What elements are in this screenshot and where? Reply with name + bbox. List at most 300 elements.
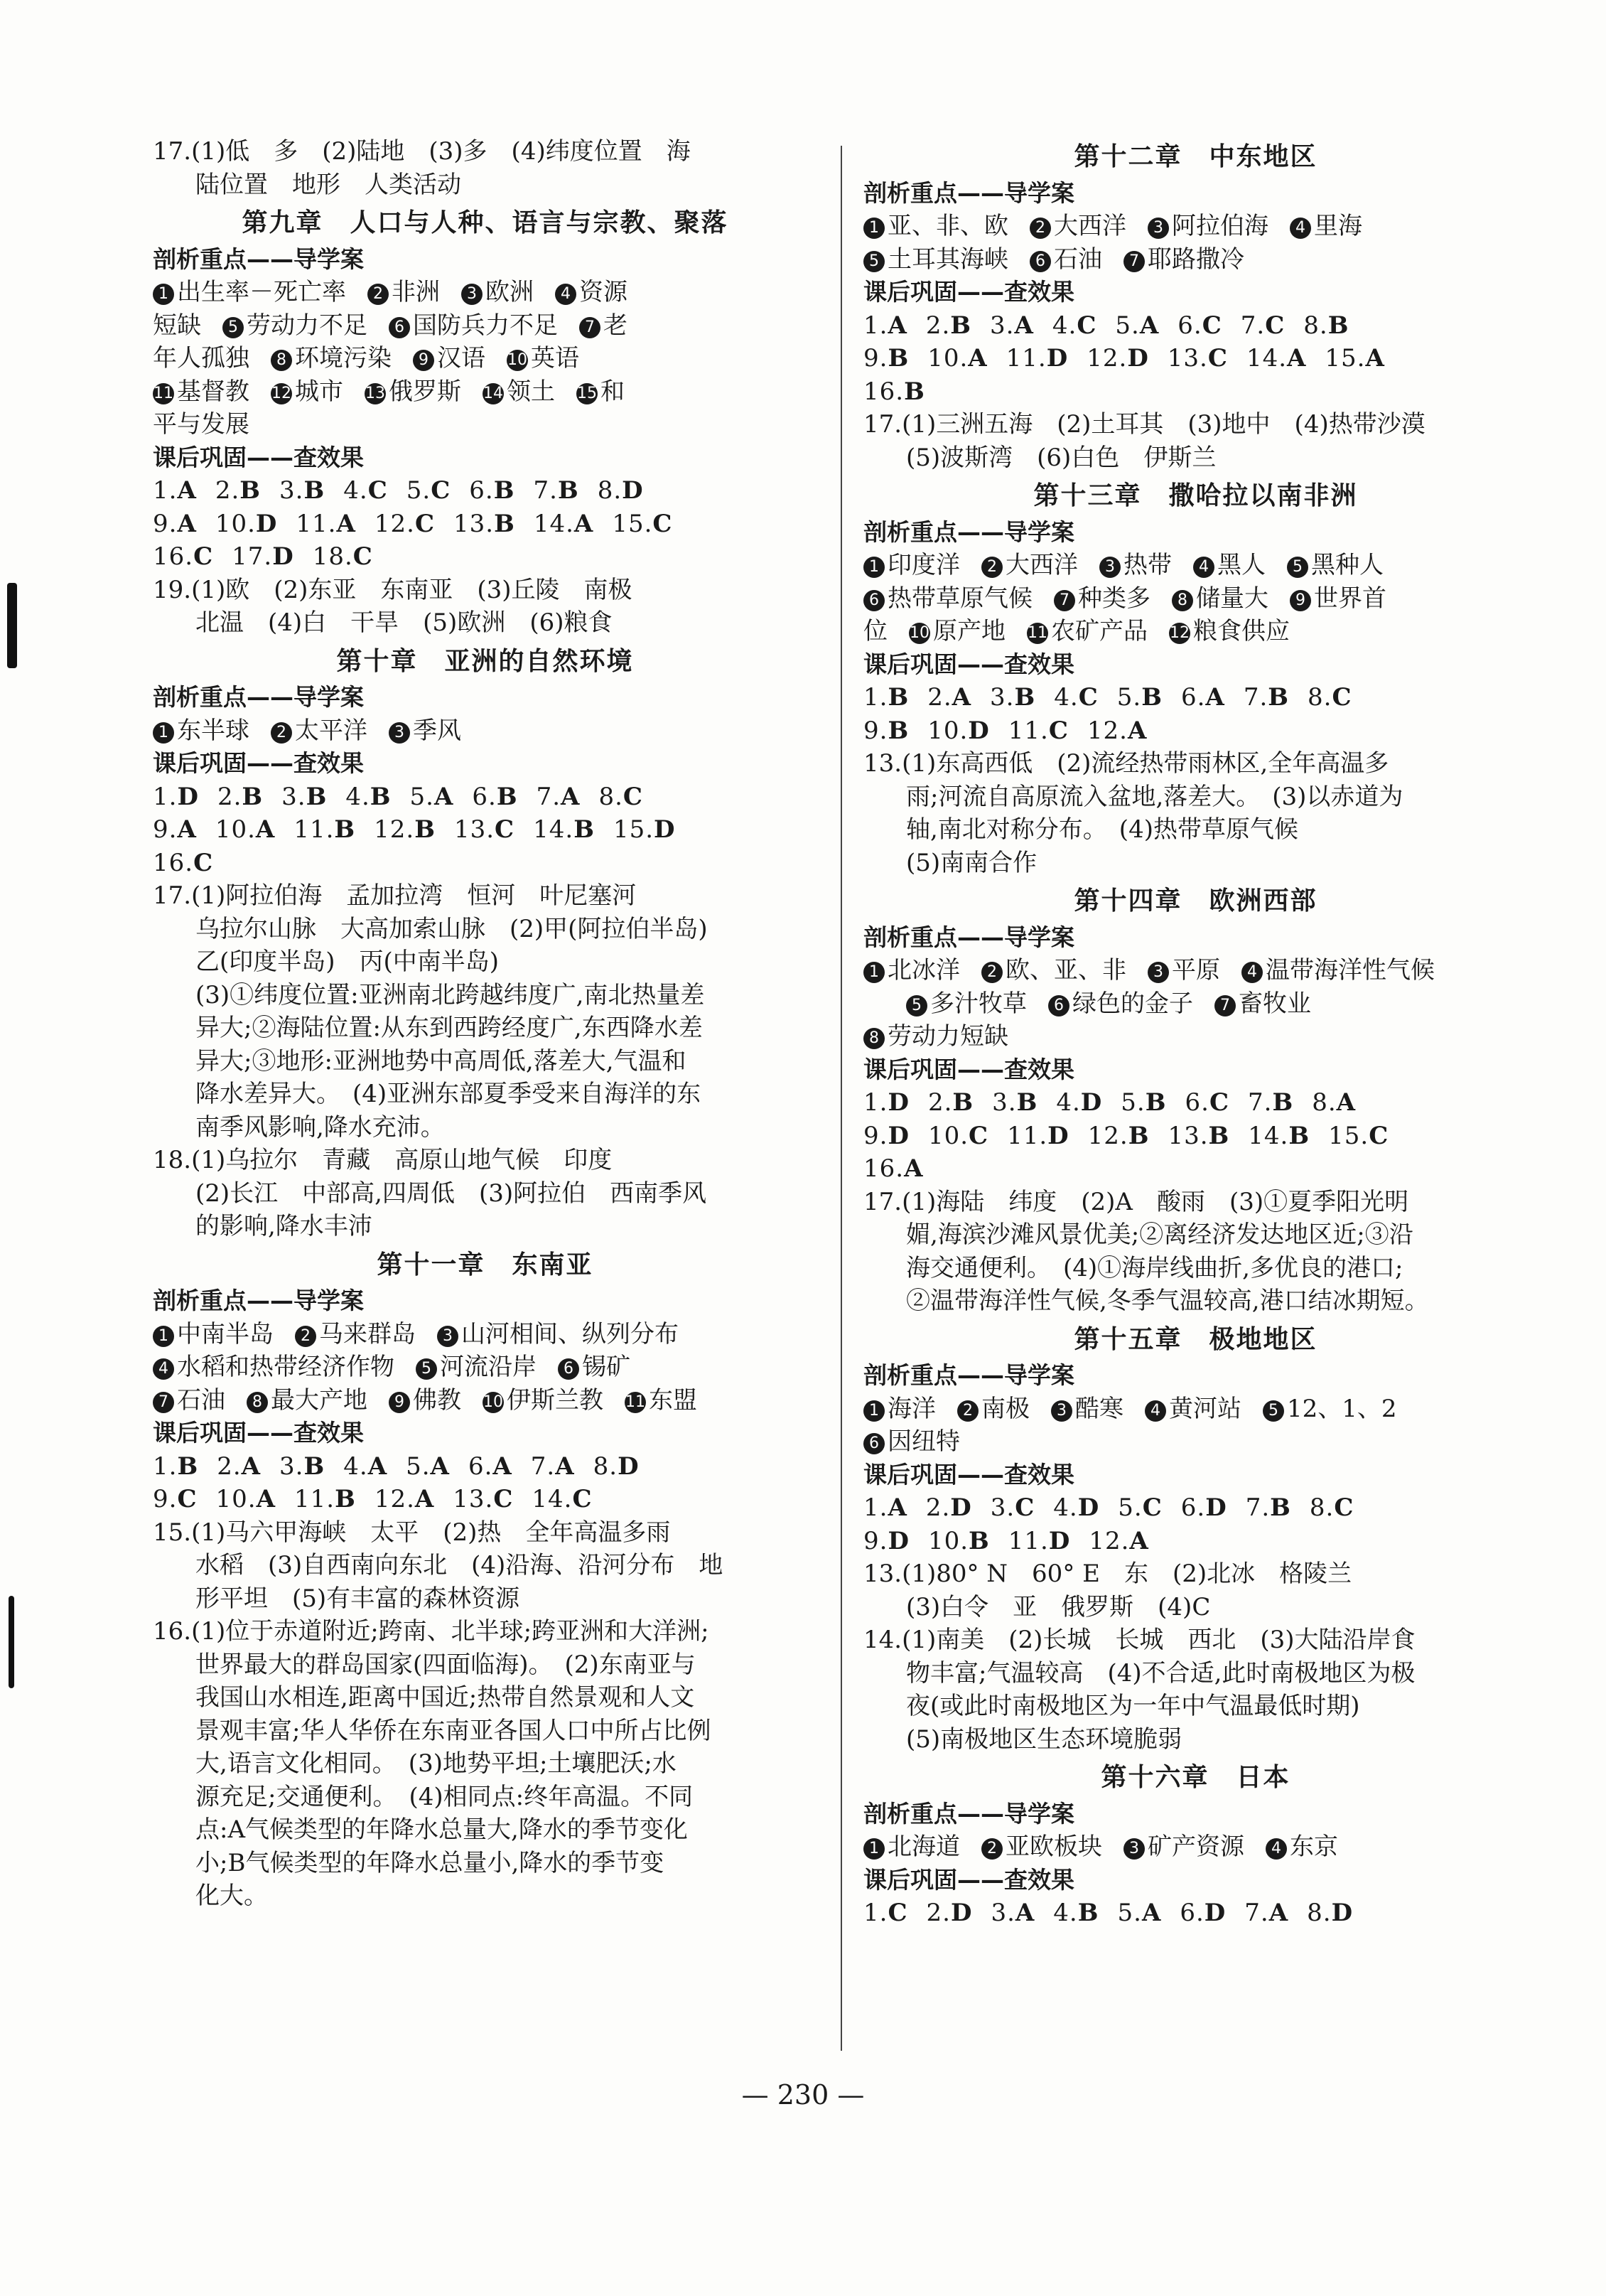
answer-item: [343, 474, 388, 508]
answer-letter: D: [1331, 1899, 1354, 1927]
key-point-text: 英语: [531, 344, 579, 372]
circled-number-icon: 1: [863, 557, 885, 578]
answer-item: [406, 1450, 450, 1484]
question-number: 2.: [925, 1493, 951, 1522]
answer-letter: A: [430, 1452, 450, 1481]
page-number: — 230 —: [741, 2079, 865, 2110]
question-number: 12.: [1087, 716, 1128, 745]
key-point-text: 年人孤独: [153, 344, 249, 372]
answer-letter: B: [1014, 683, 1036, 712]
answer-item: [374, 813, 436, 847]
circled-number-icon: 11: [1027, 623, 1048, 644]
circled-number-icon: 4: [555, 284, 576, 305]
key-point: [507, 342, 579, 375]
answer-letter: C: [969, 1121, 989, 1150]
question-number: 5.: [1115, 311, 1140, 340]
answer-item: [216, 1483, 276, 1516]
circled-number-icon: 5: [1287, 557, 1308, 578]
key-point: [1054, 582, 1150, 616]
answer-text-line: (3)白令 亚 俄罗斯 (4)C: [906, 1592, 1211, 1621]
chapter-title: 第十四章 欧洲西部: [1074, 886, 1317, 916]
circled-number-icon: 3: [1123, 1838, 1145, 1860]
scan-mark: [9, 1596, 14, 1688]
question-number: 4.: [1056, 1088, 1081, 1117]
key-point-text: 最大产地: [271, 1385, 367, 1415]
answer-letter: A: [1139, 311, 1160, 340]
answer-item: [1008, 714, 1069, 748]
key-point: [579, 309, 627, 343]
question-number: 16.: [153, 542, 194, 571]
answer-item: [863, 1897, 908, 1930]
answer-text-line: 源充足;交通便利。 (4)相同点:终年高温。不同: [195, 1782, 694, 1811]
question-number: 4.: [343, 476, 368, 505]
answer-item: [1312, 1086, 1356, 1120]
circled-number-icon: 5: [863, 251, 885, 272]
answer-letter: D: [1204, 1899, 1227, 1927]
key-point-row: [863, 1393, 1528, 1426]
key-point-row: [153, 276, 817, 309]
question-number: 12.: [1089, 1526, 1130, 1555]
question-number: 11.: [1008, 1526, 1049, 1555]
answer-letter: A: [1015, 1899, 1035, 1927]
answer-letter: A: [1336, 1088, 1357, 1117]
question-number: 14.: [1248, 1121, 1289, 1150]
answer-letter: C: [1048, 716, 1069, 745]
column-divider: [841, 146, 842, 2051]
answer-key-row: [153, 847, 817, 880]
circled-number-icon: 6: [558, 1358, 579, 1380]
question-number: 3.: [279, 1452, 304, 1481]
answer-item: [232, 540, 294, 574]
key-point: [1263, 1393, 1397, 1426]
circled-number-icon: 11: [153, 383, 174, 404]
answer-letter: C: [495, 815, 515, 844]
circled-number-icon: 2: [1030, 218, 1051, 239]
key-point: [1169, 615, 1290, 648]
key-point-text: 基督教: [177, 377, 249, 406]
answer-letter: D: [888, 1088, 910, 1117]
question-number: 1.: [863, 1899, 888, 1927]
chapter-title: 第十三章 撒哈拉以南非洲: [1033, 481, 1358, 510]
answer-item: [533, 474, 578, 508]
answer-letter: D: [1205, 1493, 1227, 1522]
answer-item: [410, 780, 454, 814]
key-point: [153, 342, 249, 375]
question-number: 10.: [215, 815, 256, 844]
answer-letter: C: [1202, 311, 1222, 340]
answer-letter: C: [193, 848, 214, 877]
answer-letter: C: [1332, 683, 1352, 712]
answer-item: [926, 309, 971, 343]
key-point: [271, 342, 392, 375]
answer-letter: D: [618, 1452, 640, 1481]
answer-letter: D: [1046, 344, 1069, 372]
circled-number-icon: 10: [507, 350, 528, 371]
question-number: 5.: [1121, 1088, 1146, 1117]
circled-number-icon: 4: [1193, 557, 1214, 578]
key-point-text: 环境污染: [295, 344, 392, 372]
key-point: [981, 954, 1126, 987]
question-number: 9.: [153, 509, 178, 538]
question-number: 12.: [1087, 1121, 1128, 1150]
key-point: [389, 1384, 461, 1417]
answer-letter: C: [1077, 311, 1097, 340]
question-number: 6.: [1180, 1493, 1206, 1522]
question-number: 8.: [593, 1452, 618, 1481]
answer-letter: D: [968, 716, 990, 745]
answer-text-line: 乌拉尔山脉 大高加索山脉 (2)甲(阿拉伯半岛): [195, 914, 708, 943]
key-point-text: 热带草原气候: [888, 584, 1033, 613]
key-point-row: [863, 987, 1528, 1021]
question-number: 2.: [927, 1088, 953, 1117]
question-number: 11.: [1007, 1121, 1048, 1150]
key-point-text: 非洲: [392, 278, 440, 306]
key-point: [483, 1384, 603, 1417]
answer-letter: A: [904, 1154, 924, 1183]
question-number: 5.: [406, 476, 431, 505]
question-number: 13.: [453, 815, 495, 844]
key-point-text: 黄河站: [1169, 1394, 1241, 1423]
answer-item: [1168, 342, 1228, 375]
key-point: [389, 309, 558, 343]
circled-number-icon: 1: [153, 284, 174, 305]
answer-letter: B: [904, 377, 925, 406]
answer-letter: D: [1077, 1493, 1100, 1522]
circled-number-icon: 7: [1054, 590, 1075, 611]
key-point: [153, 408, 249, 441]
key-point-text: 劳动力不足: [247, 311, 367, 340]
key-point: [367, 276, 440, 309]
section-heading: 课后巩固——查效果: [153, 1419, 364, 1447]
answer-item: [345, 780, 391, 814]
key-point: [1287, 549, 1384, 582]
question-number: 1.: [863, 1088, 888, 1117]
key-point-text: 水稻和热带经济作物: [177, 1353, 394, 1381]
circled-number-icon: 1: [153, 1326, 174, 1347]
question-number: 15.: [1328, 1121, 1369, 1150]
question-number: 2.: [925, 311, 951, 340]
answer-item: [153, 508, 197, 541]
circled-number-icon: 5: [416, 1358, 437, 1380]
key-point-row: [153, 342, 817, 375]
answer-item: [1053, 1897, 1099, 1930]
answer-text-line: 的影响,降水丰沛: [195, 1212, 372, 1240]
answer-item: [469, 474, 514, 508]
answer-text-line: 17.(1)三洲五海 (2)土耳其 (3)地中 (4)热带沙漠: [863, 410, 1426, 439]
key-point-row: [863, 954, 1528, 987]
section-heading: 课后巩固——查效果: [153, 749, 364, 777]
question-number: 7.: [530, 1452, 556, 1481]
answer-item: [863, 714, 909, 748]
chapter-title: 第九章 人口与人种、语言与宗教、聚落: [242, 208, 728, 237]
question-number: 6.: [469, 476, 494, 505]
key-point-text: 平原: [1172, 956, 1220, 985]
section-heading: 剖析重点——导学案: [863, 178, 1074, 207]
key-point-text: 热带: [1123, 551, 1172, 579]
circled-number-icon: 10: [483, 1392, 504, 1413]
answer-letter: B: [573, 815, 595, 844]
question-number: 5.: [1117, 1899, 1142, 1927]
section-heading: 剖析重点——导学案: [863, 923, 1074, 951]
key-point: [1030, 243, 1102, 277]
question-number: 3.: [991, 1899, 1015, 1927]
answer-letter: B: [1141, 683, 1163, 712]
question-number: 8.: [1312, 1088, 1337, 1117]
key-point-text: 亚欧板块: [1006, 1833, 1102, 1861]
question-number: 8.: [597, 476, 623, 505]
key-point-text: 石油: [1054, 245, 1102, 274]
answer-item: [406, 474, 451, 508]
answer-key-row: [153, 813, 817, 847]
answer-text-line: 13.(1)东高西低 (2)流经热带雨林区,全年高温多: [863, 749, 1389, 778]
answer-letter: A: [256, 1485, 276, 1513]
answer-letter: B: [1128, 1121, 1150, 1150]
answer-letter: C: [1209, 1088, 1229, 1117]
answer-letter: B: [969, 1526, 990, 1555]
answer-letter: A: [888, 1493, 907, 1522]
key-point-row: [863, 210, 1528, 243]
answer-item: [927, 342, 987, 375]
answer-item: [990, 681, 1035, 714]
circled-number-icon: 7: [579, 317, 600, 338]
circled-number-icon: 1: [863, 1400, 885, 1422]
answer-text-line: 17.(1)海陆 纬度 (2)A 酸雨 (3)①夏季阳光明: [863, 1187, 1409, 1216]
key-point: [863, 1830, 960, 1864]
answer-item: [863, 1152, 923, 1186]
question-number: 5.: [1116, 683, 1142, 712]
answer-item: [153, 847, 213, 880]
question-number: 4.: [1052, 311, 1077, 340]
key-point: [863, 210, 1008, 243]
circled-number-icon: 4: [1266, 1838, 1287, 1860]
answer-letter: B: [888, 716, 910, 745]
question-number: 12.: [374, 815, 415, 844]
answer-letter: C: [1015, 1493, 1035, 1522]
answer-letter: B: [1288, 1121, 1310, 1150]
answer-item: [1185, 1086, 1229, 1120]
key-point: [863, 954, 960, 987]
answer-text-line: 物丰富;气温较高 (4)不合适,此时南极地区为极: [906, 1658, 1416, 1688]
question-number: 14.: [532, 1485, 573, 1513]
answer-letter: B: [496, 782, 518, 811]
answer-key-row: [863, 375, 1528, 409]
answer-letter: C: [1265, 311, 1286, 340]
answer-text-line: 15.(1)马六甲海峡 太平 (2)热 全年高温多雨: [153, 1518, 671, 1547]
question-number: 12.: [1087, 344, 1128, 372]
answer-item: [1246, 1491, 1291, 1525]
answer-letter: C: [493, 1485, 514, 1513]
answer-letter: A: [177, 476, 197, 505]
answer-text-line: 18.(1)乌拉尔 青藏 高原山地气候 印度: [153, 1146, 613, 1174]
answer-item: [1168, 1120, 1229, 1153]
key-point: [625, 1384, 697, 1417]
key-point: [222, 309, 367, 343]
key-point: [863, 1425, 960, 1459]
question-number: 15.: [613, 815, 654, 844]
question-number: 16.: [863, 377, 905, 406]
answer-item: [1248, 1086, 1293, 1120]
answer-item: [863, 375, 925, 409]
circled-number-icon: 4: [1290, 218, 1311, 239]
answer-letter: C: [1334, 1493, 1354, 1522]
answer-letter: A: [1127, 716, 1148, 745]
right-column: [863, 135, 1528, 1930]
question-number: 2.: [217, 782, 242, 811]
answer-item: [374, 508, 435, 541]
answer-letter: C: [352, 542, 373, 571]
key-point-text: 畜牧业: [1239, 989, 1311, 1018]
answer-item: [1328, 1120, 1389, 1153]
answer-item: [1121, 1086, 1166, 1120]
question-number: 16.: [153, 848, 194, 877]
question-number: 16.: [863, 1154, 905, 1183]
answer-item: [1006, 342, 1069, 375]
question-number: 15.: [1325, 344, 1366, 372]
key-point: [981, 549, 1078, 582]
key-point: [1148, 210, 1268, 243]
question-number: 10.: [215, 1485, 257, 1513]
key-point-text: 黑种人: [1311, 551, 1384, 579]
question-number: 5.: [409, 782, 434, 811]
answer-key-row: [153, 780, 817, 814]
answer-text-line: 世界最大的群岛国家(四面临海)。 (2)东南亚与: [195, 1650, 696, 1679]
answer-letter: B: [1145, 1088, 1167, 1117]
question-number: 6.: [472, 782, 497, 811]
circled-number-icon: 1: [863, 218, 885, 239]
key-point: [247, 1384, 367, 1417]
question-number: 1.: [153, 1452, 178, 1481]
key-point-text: 国防兵力不足: [413, 311, 558, 340]
circled-number-icon: 7: [1123, 251, 1145, 272]
answer-text-line: 南季风影响,降水充沛。: [195, 1112, 445, 1142]
answer-text-line: 小;B气候类型的年降水总量小,降水的季节变: [195, 1848, 664, 1877]
circled-number-icon: 7: [153, 1392, 174, 1413]
key-point: [1214, 987, 1311, 1021]
question-number: 6.: [468, 1452, 493, 1481]
circled-number-icon: 8: [1172, 590, 1193, 611]
question-number: 7.: [1245, 1493, 1271, 1522]
key-point-row: [153, 714, 817, 748]
chapter-title: 第十五章 极地地区: [1074, 1324, 1317, 1354]
answer-text-line: 化大。: [195, 1882, 268, 1910]
answer-item: [863, 1086, 910, 1120]
section-heading: 课后巩固——查效果: [863, 1055, 1074, 1083]
key-point: [437, 1318, 679, 1351]
key-point-text: 佛教: [413, 1385, 461, 1415]
answer-letter: C: [414, 509, 436, 538]
answer-item: [153, 1483, 198, 1516]
key-point-text: 位: [863, 617, 888, 645]
circled-number-icon: 8: [247, 1392, 268, 1413]
circled-number-icon: 6: [1030, 251, 1051, 272]
question-number: 8.: [1303, 311, 1328, 340]
question-number: 9.: [863, 1526, 888, 1555]
key-point-text: 季风: [413, 716, 461, 745]
answer-letter: A: [177, 815, 197, 844]
question-number: 10.: [927, 344, 969, 372]
answer-item: [1008, 1525, 1071, 1558]
key-point-text: 短缺: [153, 311, 201, 340]
answer-text-line: 乙(印度半岛) 丙(中南半岛): [195, 948, 500, 976]
circled-number-icon: 2: [295, 1326, 316, 1347]
question-number: 6.: [1177, 311, 1202, 340]
answer-letter: D: [177, 782, 199, 811]
key-point-text: 耶路撒冷: [1148, 245, 1244, 274]
question-number: 12.: [374, 1485, 415, 1513]
question-number: 3.: [279, 476, 304, 505]
question-number: 7.: [533, 476, 558, 505]
circled-number-icon: 4: [1145, 1400, 1166, 1422]
answer-text-line: 13.(1)80° N 60° E 东 (2)北冰 格陵兰: [863, 1560, 1352, 1588]
answer-item: [293, 813, 355, 847]
answer-item: [991, 1897, 1035, 1930]
key-point-text: 阿拉伯海: [1172, 212, 1268, 240]
question-number: 7.: [1248, 1088, 1273, 1117]
question-number: 2.: [215, 476, 240, 505]
key-point: [271, 375, 343, 409]
key-point: [153, 1384, 225, 1417]
key-point-row: [153, 375, 817, 409]
answer-item: [1244, 681, 1289, 714]
answer-item: [863, 681, 909, 714]
answer-item: [1308, 681, 1352, 714]
section-heading: 课后巩固——查效果: [863, 278, 1074, 306]
circled-number-icon: 7: [1214, 995, 1236, 1016]
key-point-row: [153, 1384, 817, 1417]
key-point: [555, 276, 627, 309]
circled-number-icon: 4: [153, 1358, 174, 1380]
answer-letter: D: [255, 509, 278, 538]
key-point: [365, 375, 461, 409]
answer-letter: A: [573, 509, 594, 538]
key-point-text: 北海道: [888, 1833, 960, 1861]
question-number: 7.: [1244, 1899, 1269, 1927]
key-point: [1051, 1393, 1123, 1426]
key-point-text: 黑人: [1217, 551, 1266, 579]
question-number: 6.: [1180, 1899, 1204, 1927]
key-point-row: [863, 1425, 1528, 1459]
question-number: 1.: [153, 476, 178, 505]
key-point-text: 劳动力短缺: [888, 1022, 1008, 1051]
answer-letter: B: [1268, 683, 1290, 712]
key-point-text: 东京: [1290, 1833, 1338, 1861]
key-point: [295, 1318, 416, 1351]
answer-item: [1177, 309, 1222, 343]
answer-letter: B: [557, 476, 579, 505]
answer-item: [217, 1450, 261, 1484]
answer-letter: C: [1142, 1493, 1163, 1522]
key-point-text: 大西洋: [1006, 551, 1078, 579]
key-point-row: [863, 549, 1528, 582]
answer-item: [1244, 1897, 1288, 1930]
answer-text-line: (5)南南合作: [906, 848, 1038, 877]
answer-text-line: 16.(1)位于赤道附近;跨南、北半球;跨亚洲和大洋洲;: [153, 1617, 709, 1646]
key-point: [461, 276, 534, 309]
answer-letter: B: [888, 683, 910, 712]
answer-text-line: 轴,南北对称分布。 (4)热带草原气候: [906, 815, 1298, 844]
answer-key-row: [153, 1450, 817, 1484]
answer-item: [1117, 681, 1163, 714]
answer-item: [1181, 681, 1225, 714]
circled-number-icon: 6: [863, 1433, 885, 1454]
answer-item: [1307, 1897, 1353, 1930]
circled-number-icon: 10: [909, 623, 930, 644]
answer-letter: B: [303, 1452, 325, 1481]
answer-letter: C: [888, 1899, 908, 1927]
answer-item: [472, 780, 517, 814]
answer-text-line: 陆位置 地形 人类活动: [195, 170, 461, 199]
question-number: 1.: [863, 1493, 888, 1522]
